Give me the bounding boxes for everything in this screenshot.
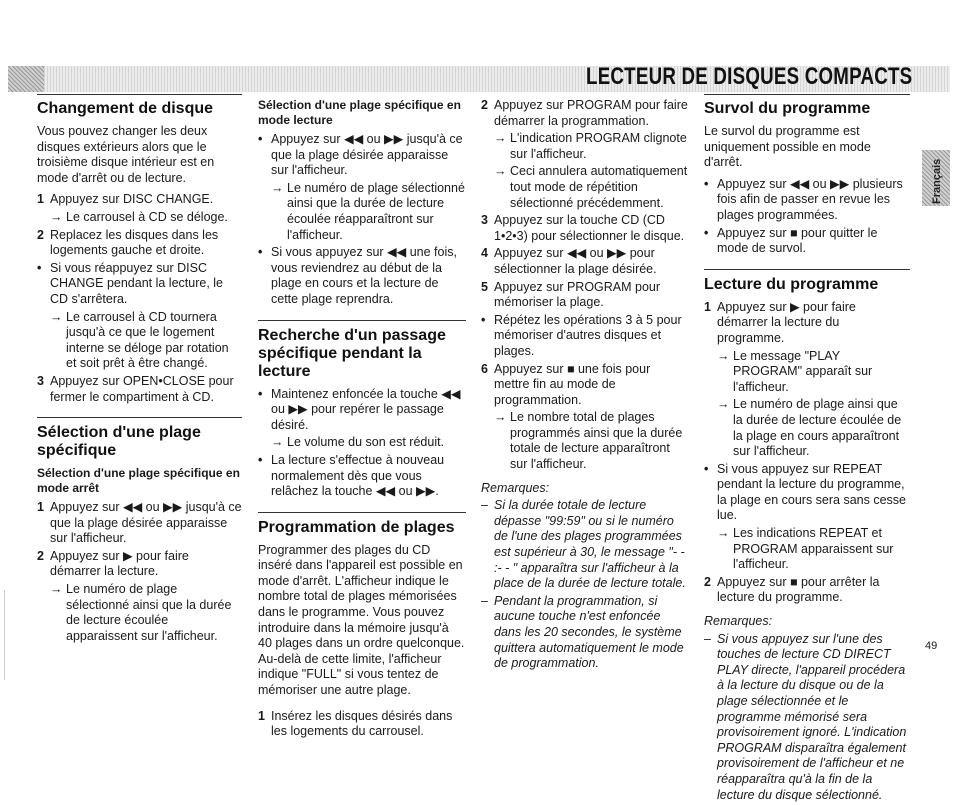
bullet-icon: • [481,312,486,327]
note-item: – Si la durée totale de lecture dépasse "99:59" ou si le numéro de l'une des plages programmées est supérieur à 30, le message "- - :- - " apparaîtra sur l'afficheur à la place de la durée de lecture totale. [481,498,686,591]
arrow-icon: → [50,309,63,324]
step-item: 2 Appuyez sur ▶ pour faire démarrer la lecture. [37,548,189,579]
heading-survol-programme: Survol du programme [704,94,910,122]
step-item: 1 Insérez les disques désirés dans les logements du carrousel. [258,708,453,739]
result-item: → Le numéro de plage sélectionné ainsi que la durée de lecture écoulée apparaissent sur l'afficheur. [50,582,232,643]
result-item: → Le message "PLAY PROGRAM" apparaît sur l'afficheur. [717,348,873,394]
column-1 [37,94,242,646]
heading-recherche-passage: Recherche d'un passage spécifique pendant la lecture [258,320,466,385]
result-item: → Ceci annulera automatiquement tout mode de répétition sélectionné précédemment. [494,164,688,210]
bullet-item: • Appuyez sur ◀◀ ou ▶▶ jusqu'à ce que la plage désirée apparaisse sur l'afficheur. [258,132,463,178]
step-item: 1 Appuyez sur ◀◀ ou ▶▶ jusqu'à ce que la plage désirée apparaisse sur l'afficheur. [37,500,242,546]
heading-programmation: Programmation de plages [258,512,466,541]
arrow-icon: → [271,435,284,450]
subheading-mode-lecture: Sélection d'une plage spécifique en mode lecture [258,98,461,127]
arrow-icon: → [717,397,730,412]
bullet-item: • Si vous appuyez sur ◀◀ une fois, vous reviendrez au début de la plage en cours et la lecture de cette plage reprendra. [258,245,457,306]
bullet-icon: • [37,260,42,275]
bullet-item: • Appuyez sur ■ pour quitter le mode de survol. [704,225,878,256]
remarks-label: Remarques: [704,614,773,629]
step-item: 2 Replacez les disques dans les logements gauche et droite. [37,227,219,258]
bullet-item: • Maintenez enfoncée la touche ◀◀ ou ▶▶ pour repérer le passage désiré. [258,386,461,432]
arrow-icon: → [50,582,63,597]
result-item: → Le numéro de plage ainsi que la durée de lecture écoulée de la plage en cours apparaîtront sur l'afficheur. [717,397,902,459]
step-item: 1 Appuyez sur DISC CHANGE. [37,192,214,207]
arrow-icon: → [50,209,63,224]
result-item: → Le numéro de plage sélectionné ainsi que la durée de lecture écoulée réapparaîtront sur l'afficheur. [271,180,465,242]
arrow-icon: → [494,164,507,179]
bullet-item: • Répétez les opérations 3 à 5 pour mémoriser d'autres disques et plages. [481,312,682,358]
binding-line [4,590,5,680]
bullet-icon: • [258,132,263,146]
column-3 [481,94,689,674]
paragraph: Vous pouvez changer les deux disques extérieurs alors que le troisième disque intérieur est en mode d'arrêt ou de lecture. [37,124,215,185]
heading-selection-plage: Sélection d'une plage spécifique [37,417,242,464]
bullet-item: • Si vous réappuyez sur DISC CHANGE pendant la lecture, le CD s'arrêtera. [37,260,224,306]
column-4 [704,94,910,805]
step-item: 2 Appuyez sur ■ pour arrêter la lecture du programme. [704,574,880,605]
step-item: 3 Appuyez sur OPEN•CLOSE pour fermer le compartiment à CD. [37,373,234,404]
bullet-icon: • [704,176,709,191]
dash-icon: – [481,593,488,608]
step-item: 2 Appuyez sur PROGRAM pour faire démarrer la programmation. [481,98,688,128]
bullet-icon: • [258,386,263,401]
arrow-icon: → [717,348,730,363]
step-item: 1 Appuyez sur ▶ pour faire démarrer la lecture du programme. [704,299,856,345]
result-item: → L'indication PROGRAM clignote sur l'afficheur. [494,131,687,161]
remarks-label: Remarques: [481,480,550,495]
arrow-icon: → [494,410,507,425]
heading-changement-de-disque: Changement de disque [37,94,242,122]
bullet-icon: • [258,245,263,260]
heading-lecture-programme: Lecture du programme [704,269,910,298]
result-item: → Les indications REPEAT et PROGRAM apparaissent sur l'afficheur. [717,526,894,572]
page-number: 49 [925,640,938,652]
bullet-icon: • [704,225,709,240]
result-item: → Le nombre total de plages programmés ainsi que la durée totale de lecture apparaîtront sur l'afficheur. [494,410,683,472]
bullet-icon: • [704,461,709,476]
arrow-icon: → [717,526,730,541]
result-item: → Le carrousel à CD se déloge. [50,209,228,224]
paragraph: Programmer des plages du CD inséré dans l'appareil est possible en mode d'arrêt. L'afficheur indique le nombre total de plages mémorisées dans le programme. Vous pouvez introduire dans la mémoire jusqu'à 40 plages dans un ordre quelconque. Au-delà de cette limite, l'afficheur indique "FULL" si vous tentez de mémoriser une autre plage. [258,542,465,698]
step-item: 6 Appuyez sur ■ une fois pour mettre fin au mode de programmation. [481,361,651,407]
note-item: – Si vous appuyez sur l'une des touches de lecture CD DIRECT PLAY directe, l'appareil procédera à la lecture du disque ou de la plage sélectionnée et le programme mémorisé sera provisoirement ignoré. L'indication PROGRAM disparaîtra également provisoirement de l'afficheur et ne réapparaîtra qu'à la fin de la lecture du disque sélectionné. [704,631,907,802]
bullet-icon: • [258,452,263,467]
result-item: → Le volume du son est réduit. [271,435,445,450]
step-item: 5 Appuyez sur PROGRAM pour mémoriser la plage. [481,279,661,310]
page-title: LECTEUR DE DISQUES COMPACTS [585,63,912,90]
arrow-icon: → [271,180,284,195]
step-item: 4 Appuyez sur ◀◀ ou ▶▶ pour sélectionner la plage désirée. [481,246,657,276]
language-label: Français [931,158,943,204]
subheading-mode-arret: Sélection d'une plage spécifique en mode arrêt [37,466,240,496]
column-2 [258,94,466,742]
arrow-icon: → [494,131,507,146]
step-item: 3 Appuyez sur la touche CD (CD 1•2•3) pour sélectionner le disque. [481,213,685,243]
result-item: → Le carrousel à CD tournera jusqu'à ce que le logement interne se déloge par rotation et soit prêt à être changé. [50,309,229,371]
note-item: – Pendant la programmation, si aucune touche n'est enfoncée dans les 20 secondes, le système quittera automatiquement le mode de programmation. [481,593,684,671]
bullet-item: • Si vous appuyez sur REPEAT pendant la lecture du programme, la plage en cours sera sans cesse lue. [704,461,906,523]
dash-icon: – [481,498,488,513]
bullet-item: • La lecture s'effectue à nouveau normalement dès que vous relâchez la touche ◀◀ ou ▶▶. [258,452,445,499]
dash-icon: – [704,631,711,646]
bullet-item: • Appuyez sur ◀◀ ou ▶▶ plusieurs fois afin de passer en revue les plages programmées. [704,176,903,222]
paragraph: Le survol du programme est uniquement possible en mode d'arrêt. [704,124,871,170]
